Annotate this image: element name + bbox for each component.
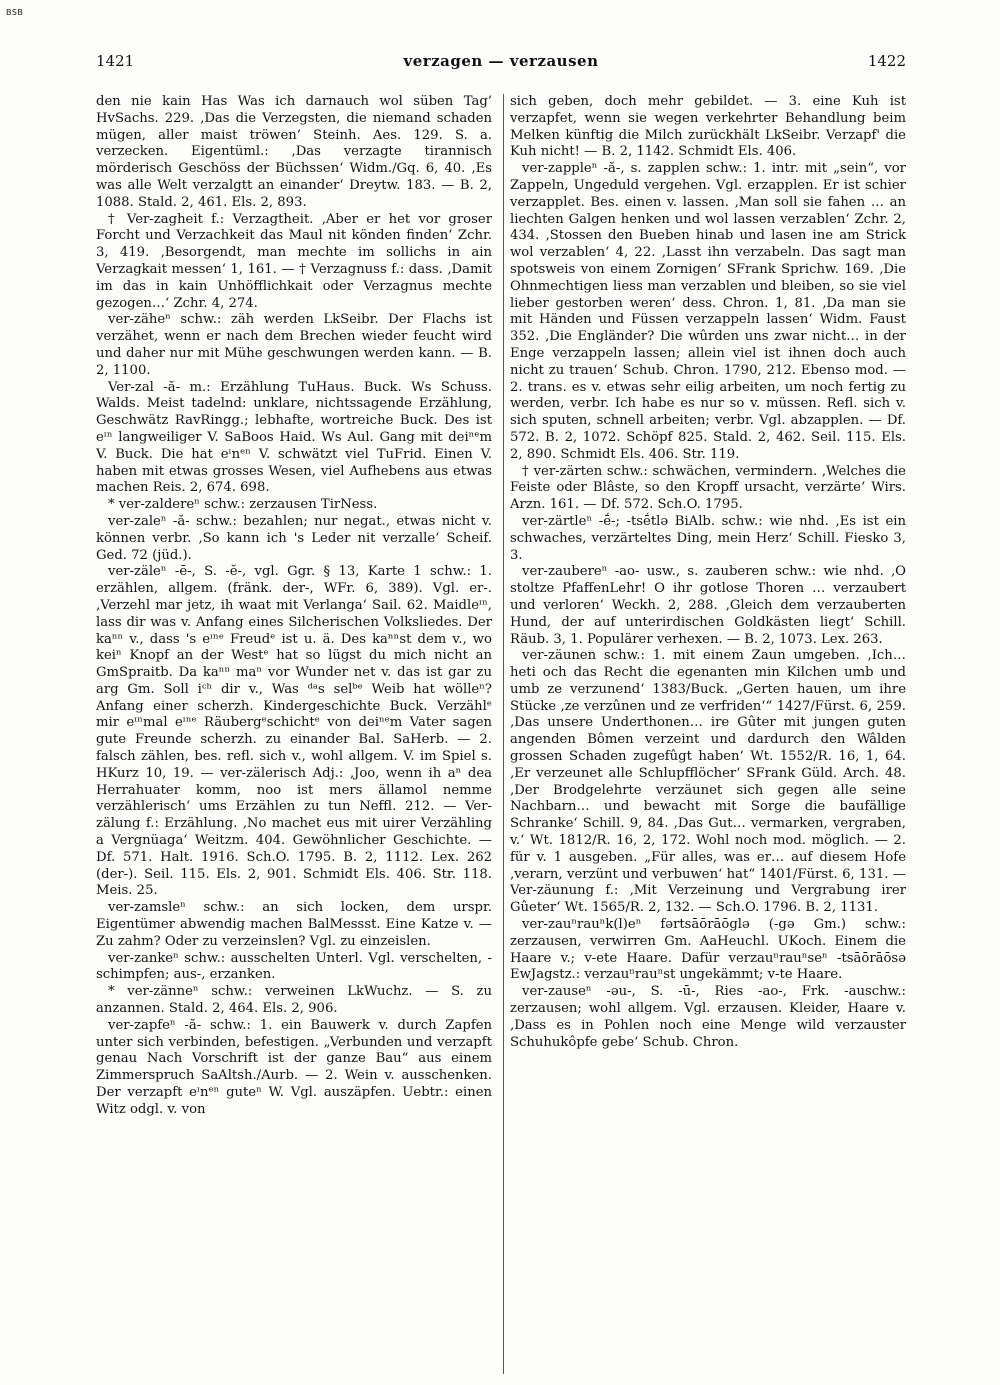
entry-paragraph: Ver-zal -ă- m.: Erzählung TuHaus. Buck. Ws Schuss. Walds. Meist tadelnd: unklare, nichtssagende Erzählung, Geschwätz RavRingg.; lebhafte, wortreiche Buck. Des ist eᶦⁿ langweiliger V. SaBoos Haid. Ws Aul. Gang mit deiⁿᵉm V. Buck. Die hat eᶦnᵉⁿ V. schwätzt viel TuFrid. Einen V. haben mit etwas grosses Wesen, viel Aufhebens aus etwas machen Reis. 2, 674. 698. [96, 379, 492, 496]
entry-paragraph: ver-zäheⁿ schw.: zäh werden LkSeibr. Der Flachs ist verzähet, wenn er nach dem Brechen wieder feucht wird und daher nur mit Mühe geschwungen werden kann. — B. 2, 1100. [96, 312, 492, 378]
entry-paragraph: ver-zappleⁿ -ă-, s. zapplen schw.: 1. intr. mit „sein“, vor Zappeln, Ungeduld vergehen. Vgl. erzapplen. Er ist schier verzapplet. Bes. einen v. lassen. ‚Man soll sie fahen … an liechten Galgen henken und wol lassen verzablen‘ Zchr. 2, 434. ‚Stossen den Bueben hinab und lasen ine am Strick wol verzablen‘ 4, 22. ‚Lasst ihn verzabeln. Das sagt man spotsweis von einem Zornigen‘ SFrank Sprichw. 169. ‚Die Ohnmechtigen liess man verzablen und bleiben, so sie viel lieber gestorben weren‘ dess. Chron. 1, 81. ‚Da man sie mit Händen und Füssen verzappeln lassen‘ Widm. Faust 352. ‚Die Engländer? Die wûrden uns zwar nicht… in der Enge verzappeln lassen; allein viel ist ihnen doch auch nicht zu trauen‘ Schub. Chron. 1790, 212. Ebenso mod. — 2. trans. es v. etwas sehr eilig arbeiten, um noch fertig zu werden, verbr. Ich habe es nur so v. müssen. Refl. sich v. sich sputen, schnell arbeiten; verbr. Vgl. abzapplen. — Df. 572. B. 2, 1072. Schöpf 825. Stald. 2, 462. Seil. 115. Els. 2, 890. Schmidt Els. 406. Str. 119. [510, 161, 906, 462]
page-number-right: 1422 [867, 52, 906, 70]
entry-paragraph: * ver-zaldereⁿ schw.: zerzausen TirNess. [108, 497, 378, 513]
entry-paragraph: ver-zärtleⁿ -ḗ-; -tsḗtlǝ BiAlb. schw.: wie nhd. ‚Es ist ein schwaches, verzärteltes Ding, mein Herz‘ Schill. Fiesko 3, 3. [510, 513, 906, 563]
entry-paragraph: ver-zäunen schw.: 1. mit einem Zaun umgeben. ‚Ich… heti och das Recht die egenanten min Kilchen umb und umb ze verzunend‘ 1383/Buck. „Gerten hauen, um ihre Stücke ‚ze verzûnen und ze verfriden‘“ 1427/Fürst. 6, 259. ‚Das unsere Underthonen… ire Gûter mit jungen guten angenden Bômen verzeint und dardurch den Wâlden grossen Schaden zugefûgt haben‘ Wt. 1552/R. 16, 1, 64. ‚Er verzeunet alle Schlupfflöcher‘ SFrank Güld. Arch. 48. ‚Der Brodgelehrte verzäunet sich gegen alle seine Nachbarn… und bewacht mit Sorge die baufällige Schranke‘ Schill. 9, 84. ‚Das Gut… vermarken, vergraben, v.‘ Wt. 1812/R. 16, 2, 172. Wohl noch mod. möglich. — 2. für v. 1 ausgeben. „Für alles, was er… auf diesem Hofe ‚verarn, verzünt und verbuwen‘ hat“ 1401/Fürst. 6, 131. — Ver-zäunung f.: ‚Mit Verzeinung und Vergrabung irer Gûeter‘ Wt. 1565/R. 2, 132. — Sch.O. 1796. B. 2, 1131. [510, 648, 906, 916]
entry-paragraph: ver-zapfeⁿ -ă- schw.: 1. ein Bauwerk v. durch Zapfen unter sich verbinden, befestigen. „Verbunden und verzapft genau Nach Vorschrift ist der ganze Bau“ aus einem Zimmerspruch SaAltsh./Aurb. — 2. Wein v. ausschenken. Der verzapft eᶦnᵉⁿ guteⁿ W. Vgl. auszäpfen. Uebtr.: einen Witz odgl. v. von [96, 1017, 492, 1117]
page-header [96, 52, 906, 74]
entry-paragraph: den nie kain Has Was ich darnauch wol süben Tag‘ HvSachs. 229. ‚Das die Verzegsten, die niemand schaden mügen, aller maist tröwen‘ Steinh. Aes. 129. S. a. verzecken. Eigentüml.: ‚Das verzagte tirannisch mörderisch Geschöss der Büchssen‘ Widm./Gq. 6, 40. ‚Es was alle Welt verzalgtt an einander‘ Dreytw. 183. — B. 2, 1088. Stald. 2, 461. Els. 2, 893. [96, 94, 492, 210]
library-stamp: BSB [6, 8, 24, 17]
entry-paragraph: sich geben, doch mehr gebildet. — 3. eine Kuh ist verzapfet, wenn sie wegen verkehrter Behandlung beim Melken künftig die Milch zurückhält LkSeibr. Verzapf' die Kuh nicht! — B. 2, 1142. Schmidt Els. 406. [510, 94, 906, 160]
running-title: verzagen — verzausen [403, 52, 599, 70]
column-divider [503, 94, 504, 1374]
entry-paragraph: ver-zaleⁿ -ă- schw.: bezahlen; nur negat., etwas nicht v. können verbr. ‚So kann ich 's Leder nit verzalle‘ Scheif. Ged. 72 (jüd.). [96, 513, 492, 563]
entry-paragraph: ver-zauseⁿ -ǝu-, S. -ū-, Ries -ao-, Frk. -auschw.: zerzausen; wohl allgem. Vgl. erzausen. Kleider, Haare v. ‚Dass es in Pohlen noch eine Menge wild verzauster Schuhukôpfe gebe‘ Schub. Chron. [510, 984, 906, 1050]
entry-paragraph: † ver-zärten schw.: schwächen, vermindern. ‚Welches die Feiste oder Blâste, so den Kropff ursacht, verzärte‘ Wirs. Arzn. 161. — Df. 572. Sch.O. 1795. [510, 463, 906, 513]
entry-paragraph: ver-zauⁿrauⁿk(l)eⁿ fǝrtsāōrāōglǝ (-gǝ Gm.) schw.: zerzausen, verwirren Gm. AaHeuchl. UKoch. Einem die Haare v.; v-ete Haare. Dafür verzauⁿrauⁿseⁿ -tsāōrāōsǝ EwJagstz.: verzauⁿrauⁿst ungekämmt; v-te Haare. [510, 917, 906, 983]
entry-paragraph: ver-zankeⁿ schw.: ausschelten Unterl. Vgl. verschelten, -schimpfen; aus-, erzanken. [96, 950, 492, 983]
entry-paragraph: ver-zäleⁿ -ē-, S. -ĕ-, vgl. Ggr. § 13, Karte 1 schw.: 1. erzählen, allgem. (fränk. der-, WFr. 6, 389). Vgl. er-. ‚Verzehl mar jetz, ih waat mit Verlanga‘ Sail. 62. Maidleᶦⁿ, lass dir was v. Anfang eines Silcherischen Volksliedes. Der kaⁿⁿ v., dass 's eᶦⁿᵉ Freudᵉ ist u. ä. Des kaⁿⁿst dem v., wo keiⁿ Knopf an der Westᵉ hat so lügst du mich nicht an GmSpraitb. Da kaⁿⁿ maⁿ vor Wunder net v. das ist gar zu arg Gm. Soll iᶜʰ dir v., Was ᵈᵃs selᵇᵉ Weib hat wölleⁿ? Anfang einer scherzh. Kindergeschichte Buck. Verzählᵉ mir eᶦⁿmal eᶦⁿᵉ Räubergᵉschichtᵉ von deiⁿᵉm Vater sagen gute Freunde scherzh. zu einander Bal. SaHerb. — 2. falsch zählen, bes. refl. sich v., wohl allgem. V. im Spiel s. HKurz 10, 19. — ver-zälerisch Adj.: ‚Joo, wenn ih aⁿ dea Herrahuater komm, noo ist mers ällamol nemme verzählerisch‘ ums Erzählen zu tun Neffl. 212. — Ver-zälung f.: Erzählung. ‚No machet eus mit uirer Verzähling a Vergnüaga‘ Weitzm. 404. Gewöhnlicher Geschichte. — Df. 571. Halt. 1916. Sch.O. 1795. B. 2, 1112. Lex. 262 (der-). Seil. 115. Els. 2, 901. Schmidt Els. 406. Str. 118. Meis. 25. [96, 564, 492, 899]
entry-paragraph: ver-zaubereⁿ -ao- usw., s. zauberen schw.: wie nhd. ‚O stoltze PfaffenLehr! O ihr gotlose Thoren … verzaubert und verloren‘ Weckh. 2, 288. ‚Gleich dem verzauberten Hund, der auf unterirdischen Goldkästen liegt‘ Schill. Räub. 3, 1. Populärer verhexen. — B. 2, 1073. Lex. 263. [510, 564, 906, 647]
entry-paragraph: † Ver-zagheit f.: Verzagtheit. ‚Aber er het vor groser Forcht und Verzachkeit das Maul nit könden finden‘ Zchr. 3, 419. ‚Besorgendt, man mechte im sollichs in ain Verzagkait messen‘ 1, 161. — † Verzagnuss f.: dass. ‚Damit im das in kain Unhöfflichkait oder Verzagnus mechte gezogen…‘ Zchr. 4, 274. [96, 211, 492, 311]
right-column [510, 94, 906, 1374]
left-column [96, 94, 492, 1374]
entry-paragraph: * ver-zänneⁿ schw.: verweinen LkWuchz. — S. zu anzannen. Stald. 2, 464. Els. 2, 906. [96, 984, 492, 1017]
entry-paragraph: ver-zamsleⁿ schw.: an sich locken, dem urspr. Eigentümer abwendig machen BalMessst. Eine Katze v. — Zu zahm? Oder zu verzeinslen? Vgl. zu einzeislen. [96, 900, 492, 949]
page-number-left: 1421 [96, 52, 135, 70]
